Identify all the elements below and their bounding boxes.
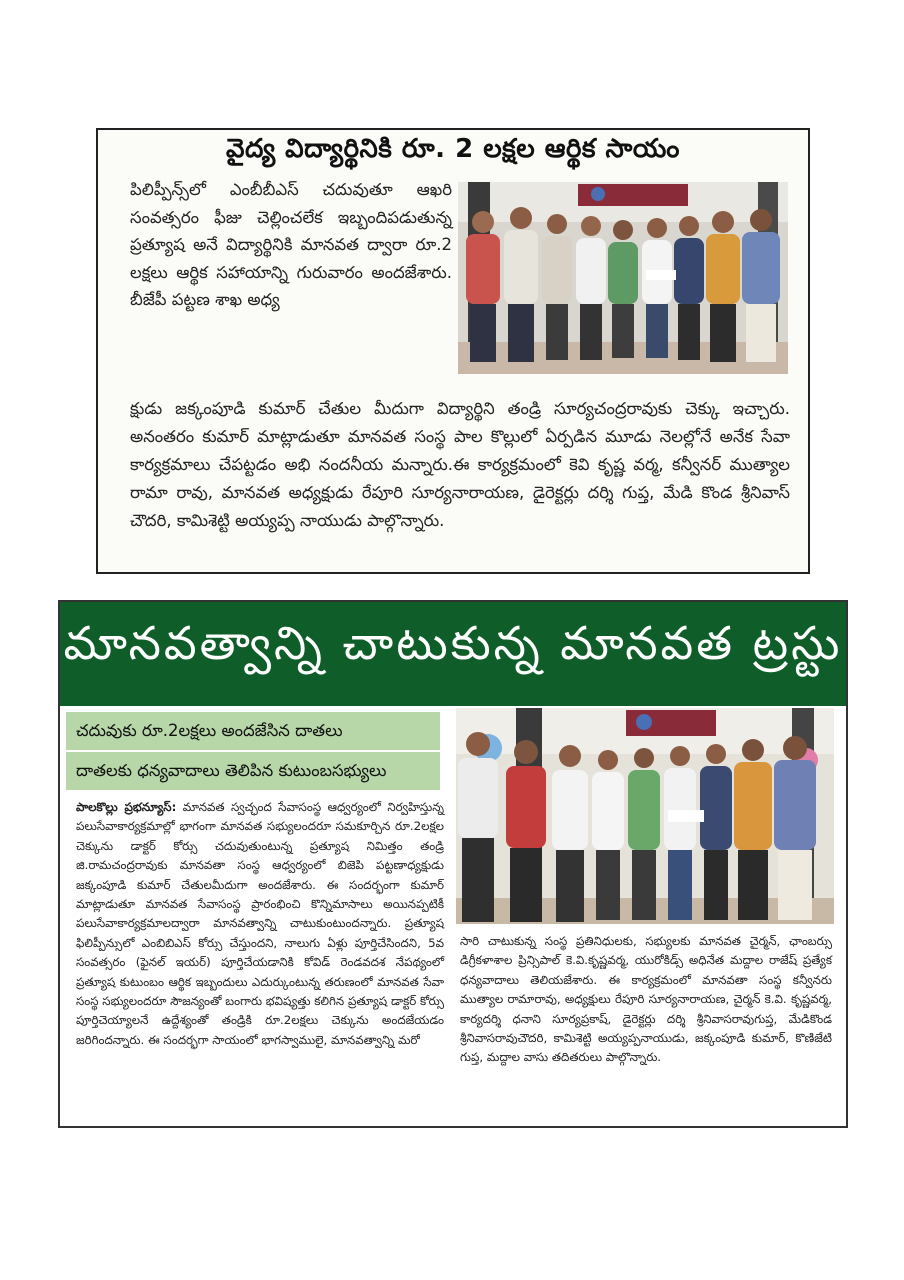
clipping1-photo (458, 182, 788, 374)
clipping2-subhead-1: చదువుకు రూ.2లక్షలు అందజేసిన దాతలు (66, 712, 440, 750)
clipping2-banner (60, 602, 846, 706)
clipping1-body-wide: క్షుడు జక్కంపూడి కుమార్ చేతుల మీదుగా విద్యార్థిని తండ్రి సూర్యచంద్రరావుకు చెక్కు ఇచ్చారు. అనంతరం కుమార్ మాట్లాడుతూ మానవత సంస్థ పాల కొల్లులో ఏర్పడిన మూడు నెలల్లోనే అనేక సేవా కార్యక్రమాలు చేపట్టడం అభి నందనీయ మన్నారు.ఈ కార్యక్రమంలో కెవి కృష్ణ వర్మ, కన్వీనర్ ముత్యాల రామా రావు, మానవత అధ్యక్షుడు రేపూరి సూర్యనారాయణ, డైరెక్టర్లు దర్శి గుప్త, మేడి కొండ శ్రీనివాస్ చౌదరి, కామిశెట్టి అయ్యప్ప నాయుడు పాల్గొన్నారు. (130, 399, 790, 530)
news-clipping-2 (58, 600, 848, 1128)
clipping1-body-narrow: పిలిప్పీన్స్‌లో ఎంబీబీఎస్ చదువుతూ ఆఖరి సంవత్సరం ఫీజు చెల్లించలేక ఇబ్బందిపడుతున్న ప్రత్యూష అనే విద్యార్థినికి మానవత ద్వారా రూ.2 లక్షలు ఆర్థిక సహాయాన్ని గురువారం అందజేశారు. బీజేపీ పట్టణ శాఖ అధ్య (130, 180, 452, 309)
clipping2-dateline: పాలకొల్లు ప్రభన్యూస్: (76, 800, 177, 814)
clipping2-subhead-2: దాతలకు ధన్యవాదాలు తెలిపిన కుటుంబసభ్యులు (66, 752, 440, 790)
news-clipping-1 (96, 128, 810, 574)
clipping1-headline: వైద్య విద్యార్థినికి రూ. 2 లక్షల ఆర్థిక సాయం (226, 134, 680, 164)
clipping2-body-left (76, 798, 444, 1050)
clipping2-body-right: సారి చాటుకున్న సంస్థ ప్రతినిధులకు, సభ్యులకు మానవత చైర్మన్, ఛాంబర్సు డిగ్రీకళాశాల ప్రిన్సిపాల్ కె.వి.కృష్ణవర్మ, యురోకిడ్స్ అధినేత మద్దాల రాజేష్ ప్రత్యేక ధన్యవాదాలు తెలియజేశారు. ఈ కార్యక్రమంలో మానవతా సంస్థ కన్వీనరు ముత్యాల రామారావు, అధ్యక్షులు రేపూరి సూర్యనారాయణ, చైర్మన్ కె.వి. కృష్ణవర్మ, కార్యదర్శి ధనాని సూర్యప్రకాష్, డైరెక్టర్లు దర్శి శ్రీనివాసరావుగుప్త, మేడికొండ శ్రీనివాసరావుచౌదరి, కామిశెట్టి అయ్యప్పనాయుడు, జక్కంపూడి కుమార్, కొణిజేటి గుప్త, మద్దాల వాసు తదితరులు పాల్గొన్నారు. (460, 934, 832, 1065)
clipping2-banner-text: మానవత్వాన్ని చాటుకున్న మానవత ట్రస్టు (63, 616, 843, 670)
clipping2-photo (456, 708, 834, 924)
clipping2-body-left-text: మానవత స్వచ్ఛంద సేవాసంస్థ ఆధ్వర్యంలో నిర్వహిస్తున్న పలుసేవాకార్యక్రమాల్లో భాగంగా మానవత సభ్యులందరూ సమకూర్చిన రూ.2లక్షల చెక్కును డాక్టర్ కోర్సు చదువుతుంటున్న ప్రత్యూష నిమిత్తం తండ్రి జి.రామచంద్రరావుకు మానవతా సంస్థ ఆధ్వర్యంలో బిజెపి పట్టణాధ్యక్షుడు జక్కంపూడి కుమార్ చేతులమీదుగా అందజేశారు. ఈ సందర్భంగా కుమార్ మాట్లాడుతూ మానవత సేవాసంస్థ ప్రారంభించి కొన్నిమాసాలు అయినప్పటికీ పలుసేవాకార్యక్రమాలద్వారా మానవత్వాన్ని చాటుకుంటుందన్నారు. ప్రత్యూష ఫిలిప్పీన్సులో ఎంబిబిఎస్ కోర్సు చేస్తుందని, నాలుగు ఏళ్లు పూర్తిచేసిందని, 5వ సంవత్సరం (ఫైనల్ ఇయర్) పూర్తిచేయడానికి కోవిడ్ రెండవదశ నేపథ్యంలో ప్రత్యూష కుటుంబం ఆర్థిక ఇబ్బందులు ఎదుర్కుంటున్న తరుణంలో మానవత సేవా సంస్థ సభ్యులందరూ సౌజన్యంతో బంగారు భవిష్యత్తు కలిగిన ప్రత్యూష డాక్టర్ కోర్సు పూర్తిచెయ్యాలనే ఉద్దేశ్యంతో తండ్రికి రూ.2లక్షలు చెక్కును అందజేయడం జరిగిందన్నారు. ఈ సందర్భగా సాయంలో భాగస్వాములై, మానవత్వాన్ని మరో (76, 800, 445, 1047)
